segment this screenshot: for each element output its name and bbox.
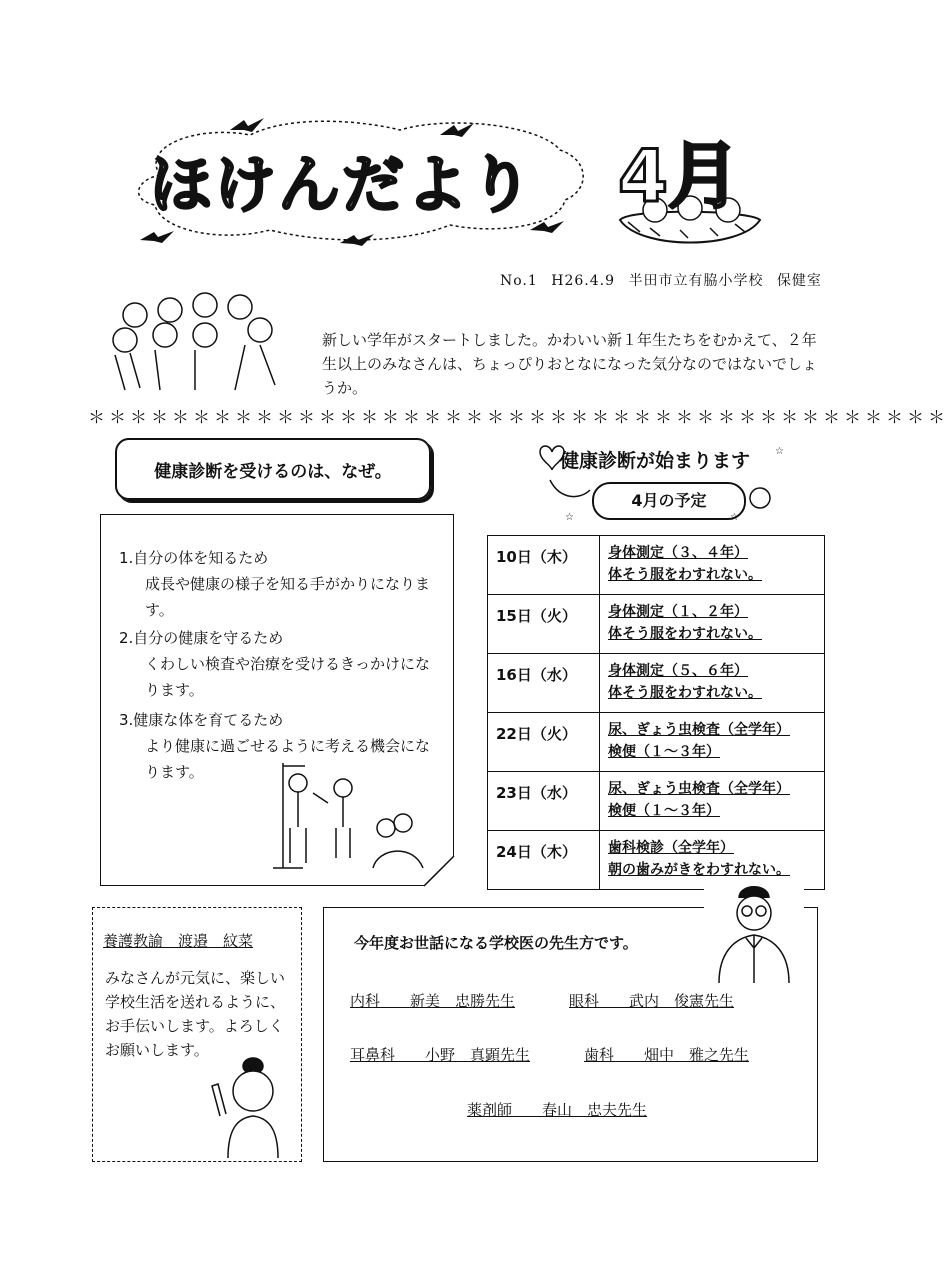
svg-text:☆: ☆ [565,512,574,523]
teacher-message: みなさんが元気に、楽しい学校生活を送れるように、お手伝いします。よろしくお願いします。 [105,969,286,1059]
reason-body: 成長や健康の様子を知る手がかりになります。 [145,575,431,619]
doctor-entry: 内科 新美 忠勝先生 [350,992,516,1010]
schedule-date: 22日（火） [488,713,600,772]
schedule-note: 検便（１～３年） [608,803,720,819]
newsletter-title: ほけんだより [150,148,535,221]
schedule-date: 16日（水） [488,654,600,713]
doctor-entry: 眼科 武内 俊憲先生 [569,992,735,1010]
svg-text:☆: ☆ [775,446,784,457]
intro-text: 新しい学年がスタートしました。かわいい新１年生たちをむかえて、２年生以上のみなさんは、ちょっぴりおとなになった気分なのではないでしょうか。 [322,331,818,397]
schedule-event: 尿、ぎょう虫検査（全学年） [608,722,790,738]
schedule-date: 15日（火） [488,595,600,654]
issue-date: H26.4.9 [551,273,615,289]
table-row [488,654,825,713]
svg-text:☆: ☆ [730,512,739,523]
schedule-event: 歯科検診（全学年） [608,840,734,856]
schedule-date: 23日（水） [488,772,600,831]
teacher-card [92,907,302,1162]
schedule-event: 身体測定（１、２年） [608,604,748,620]
schedule-event: 身体測定（３、４年） [608,545,748,561]
reason-title: 2.自分の健康を守るため [119,629,284,647]
schedule-event: 尿、ぎょう虫検査（全学年） [608,781,790,797]
issue-number: No.1 [500,273,538,289]
doctor-entry: 薬剤師 春山 忠夫先生 [467,1101,648,1119]
schedule-date: 10日（木） [488,536,600,595]
height-measurement-illustration [268,758,438,878]
doctor-entry: 耳鼻科 小野 真顕先生 [350,1046,531,1064]
reason-body: くわしい検査や治療を受けるきっかけになります。 [145,655,431,699]
schedule-note: 体そう服をわすれない。 [608,626,762,642]
star-divider: ＊＊＊＊＊＊＊＊＊＊＊＊＊＊＊＊＊＊＊＊＊＊＊＊＊＊＊＊＊＊＊＊＊＊＊＊＊＊＊＊＊ [88,408,949,428]
doctor-entry: 歯科 畑中 雅之先生 [584,1046,750,1064]
schedule-subtitle: 4月の予定 [592,482,746,520]
doctors-title: 今年度お世話になる学校医の先生方です。 [354,934,638,952]
schedule-note: 検便（１～３年） [608,744,720,760]
teacher-illustration [198,1046,298,1158]
reason-item [119,545,439,623]
schedule-note: 体そう服をわすれない。 [608,685,762,701]
school-name: 半田市立有脇小学校 [628,273,764,289]
table-row [488,713,825,772]
schedule-table [487,535,825,890]
issue-info [500,270,822,290]
schedule-event: 身体測定（５、６年） [608,663,748,679]
month-label: 4月 [618,134,741,218]
reason-title: 3.健康な体を育てるため [119,711,284,729]
school-doctors-card [323,907,818,1162]
reason-title: 1.自分の体を知るため [119,549,269,567]
teacher-name: 養護教諭 渡邉 紋菜 [103,932,254,950]
reason-body: より健康に過ごせるように考える機会になります。 [145,737,431,781]
table-row [488,536,825,595]
schedule-title: 健康診断が始まります [560,450,751,472]
schedule-date: 24日（木） [488,831,600,890]
table-row [488,595,825,654]
schedule-note: 体そう服をわすれない。 [608,567,762,583]
children-group-illustration [95,285,310,400]
schedule-note: 朝の歯みがきをわすれない。 [608,862,790,878]
room-name: 保健室 [776,273,822,289]
why-heading-box [115,438,431,500]
why-heading: 健康診断を受けるのは、なぜ。 [154,461,392,482]
doctor-illustration [704,878,804,983]
reason-item [119,625,439,703]
table-row [488,772,825,831]
